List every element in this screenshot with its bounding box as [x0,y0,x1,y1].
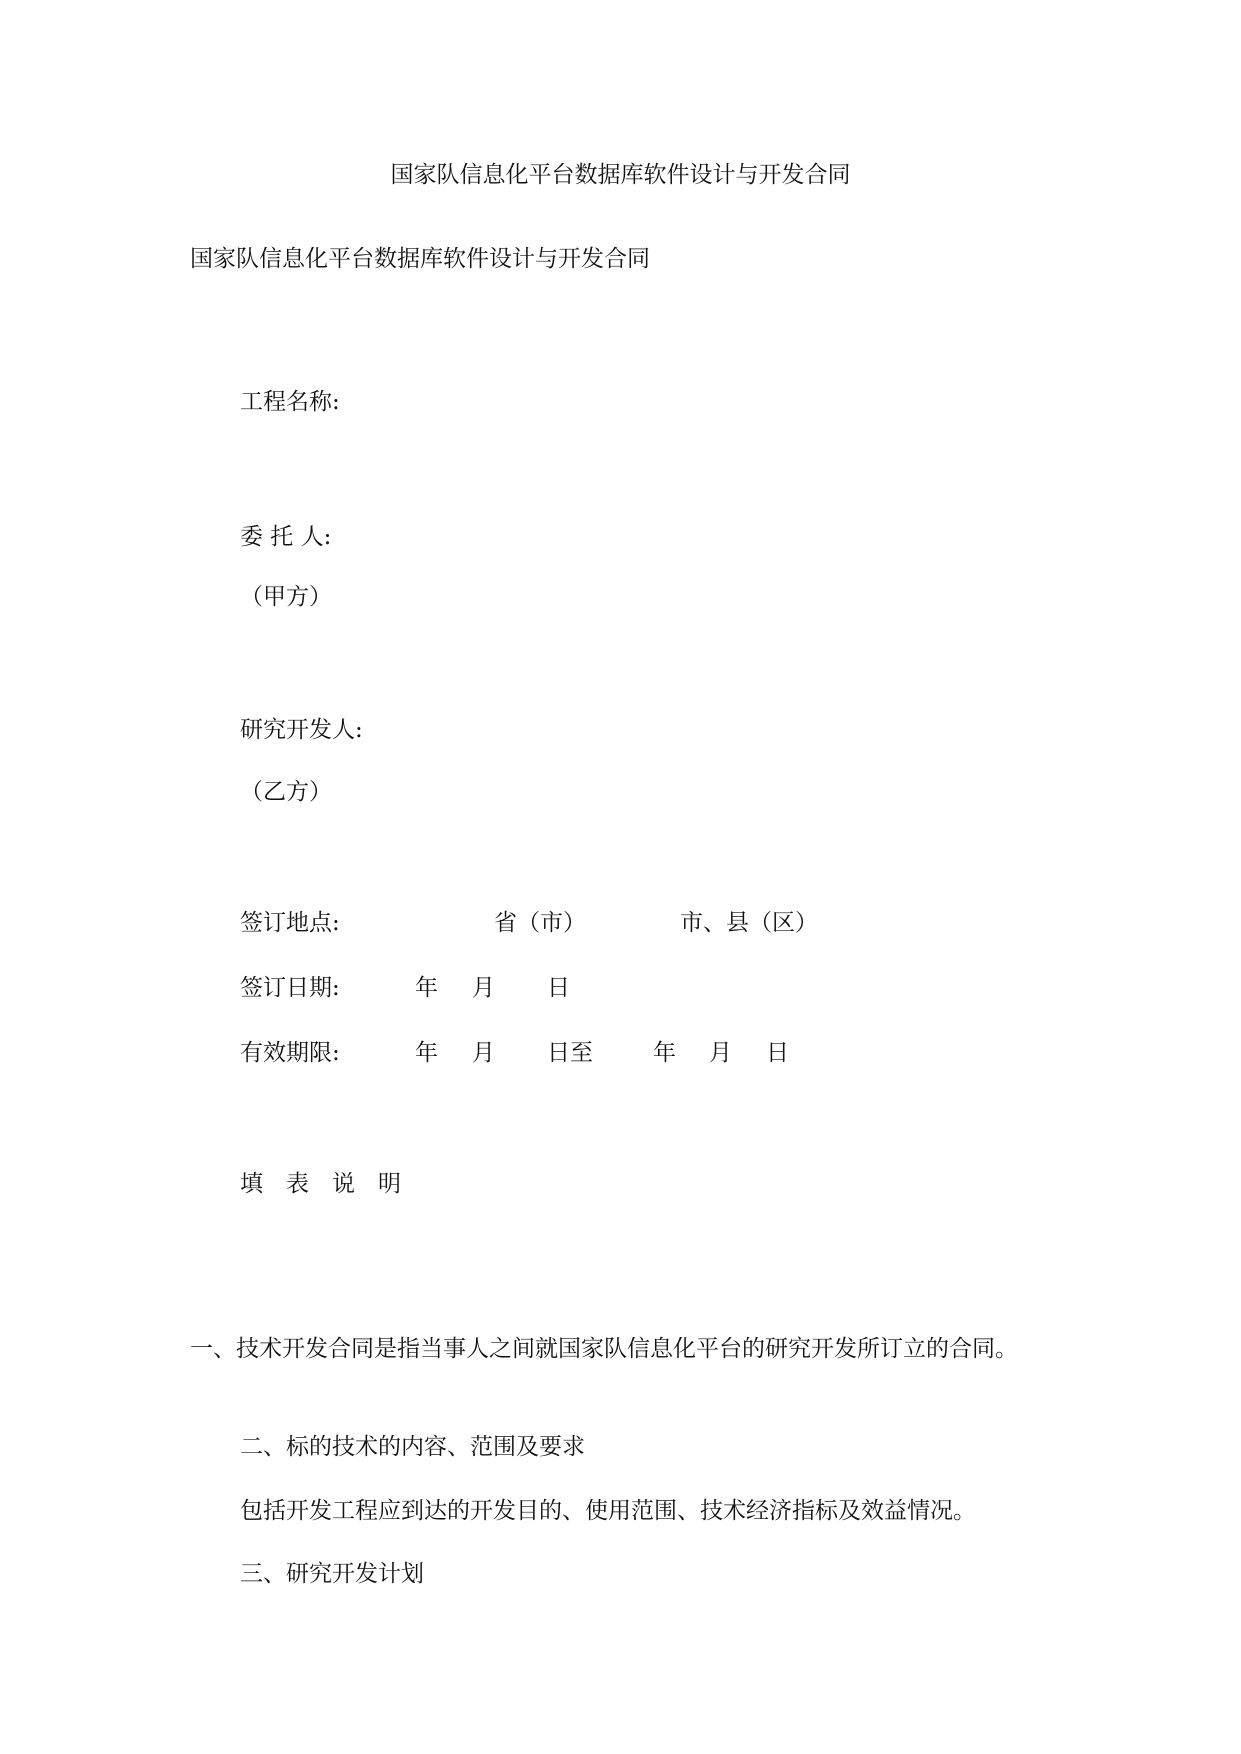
signing-date-label: 签订日期: [240,975,340,1001]
section-3-heading: 三、研究开发计划 [240,1561,424,1587]
document-title: 国家队信息化平台数据库软件设计与开发合同 [390,162,851,188]
validity-day-2: 日 [766,1040,789,1066]
validity-day-to: 日至 [547,1040,593,1066]
validity-month-2: 月 [709,1040,732,1066]
developer-label: 研究开发人: [240,717,363,743]
signing-place-label: 签订地点: [240,910,340,936]
developer-party: （乙方） [240,779,332,805]
client-label: 委 托 人: [240,524,332,550]
signing-date-year: 年 [415,975,438,1001]
signing-date-month: 月 [472,975,495,1001]
validity-month-1: 月 [472,1040,495,1066]
signing-place-city-county: 市、县（区） [680,910,818,936]
client-party: （甲方） [240,584,332,610]
section-1-paragraph: 一、技术开发合同是指当事人之间就国家队信息化平台的研究开发所订立的合同。 [190,1336,1018,1362]
project-name-label: 工程名称: [240,389,340,415]
document-subtitle: 国家队信息化平台数据库软件设计与开发合同 [190,246,650,272]
instructions-heading: 填 表 说 明 [240,1171,401,1197]
validity-year-1: 年 [415,1040,438,1066]
signing-place-province: 省（市） [494,910,586,936]
section-2-heading: 二、标的技术的内容、范围及要求 [240,1434,585,1460]
validity-label: 有效期限: [240,1040,340,1066]
validity-year-2: 年 [653,1040,676,1066]
section-2-body: 包括开发工程应到达的开发目的、使用范围、技术经济指标及效益情况。 [240,1498,976,1524]
signing-date-day: 日 [547,975,570,1001]
